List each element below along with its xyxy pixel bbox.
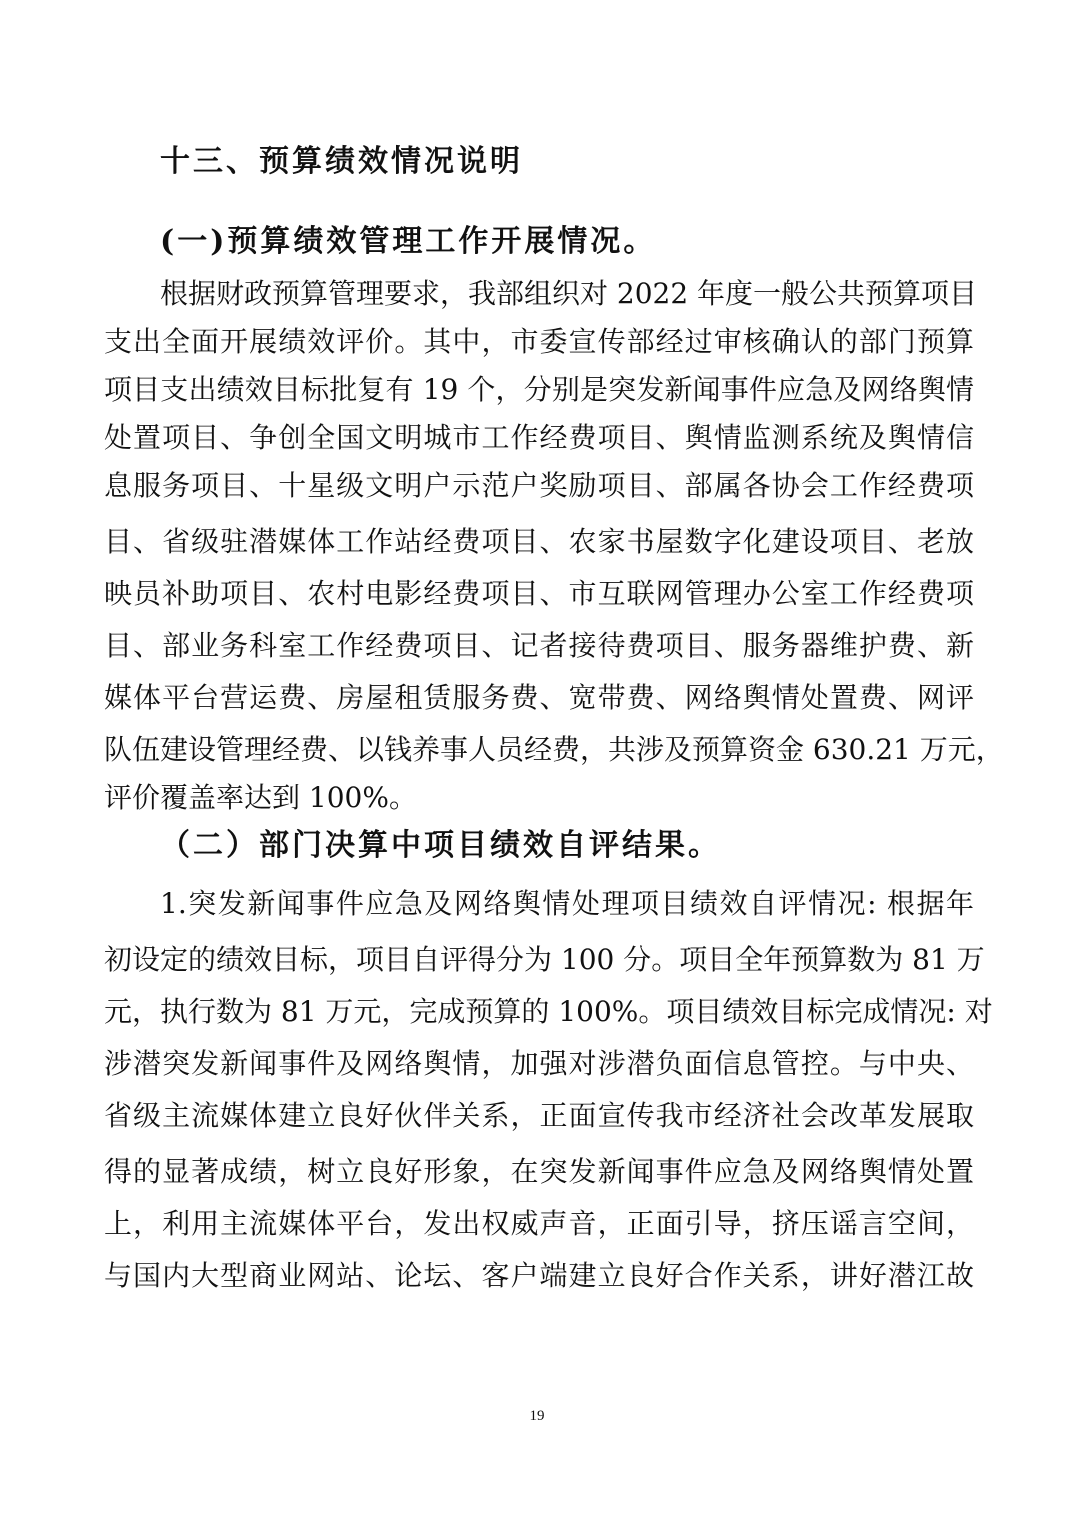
paragraph-line: 目、省级驻潜媒体工作站经费项目、农家书屋数字化建设项目、老放 (104, 525, 974, 558)
paragraph-line: 息服务项目、十星级文明户示范户奖励项目、部属各协会工作经费项 (104, 469, 974, 502)
paragraph-line: 与国内大型商业网站、论坛、客户端建立良好合作关系，讲好潜江故 (104, 1259, 974, 1292)
subsection-heading-2: （二）部门决算中项目绩效自评结果。 (160, 828, 721, 863)
paragraph-line: 元，执行数为 81 万元，完成预算的 100%。项目绩效目标完成情况: 对 (104, 995, 993, 1028)
paragraph-line: 得的显著成绩，树立良好形象，在突发新闻事件应急及网络舆情处置 (104, 1155, 974, 1188)
subsection-heading-1: (一)预算绩效管理工作开展情况。 (160, 224, 657, 259)
paragraph-line: 队伍建设管理经费、以钱养事人员经费，共涉及预算资金 630.21 万元， (104, 733, 1004, 766)
paragraph-line: 省级主流媒体建立良好伙伴关系，正面宣传我市经济社会改革发展取 (104, 1099, 974, 1132)
page-number: 19 (529, 1408, 545, 1424)
paragraph-line: 上，利用主流媒体平台，发出权威声音，正面引导，挤压谣言空间， (104, 1207, 974, 1240)
paragraph-line: 根据财政预算管理要求，我部组织对 2022 年度一般公共预算项目 (160, 277, 978, 310)
paragraph-line: 目、部业务科室工作经费项目、记者接待费项目、服务器维护费、新 (104, 629, 974, 662)
section-heading: 十三、预算绩效情况说明 (160, 144, 523, 179)
paragraph-line: 项目支出绩效目标批复有 19 个，分别是突发新闻事件应急及网络舆情 (104, 373, 974, 406)
paragraph-line: 支出全面开展绩效评价。其中，市委宣传部经过审核确认的部门预算 (104, 325, 974, 358)
paragraph-line: 初设定的绩效目标，项目自评得分为 100 分。项目全年预算数为 81 万 (104, 943, 985, 976)
paragraph-line: 处置项目、争创全国文明城市工作经费项目、舆情监测系统及舆情信 (104, 421, 974, 454)
paragraph-line: 映员补助项目、农村电影经费项目、市互联网管理办公室工作经费项 (104, 577, 974, 610)
paragraph-line: 涉潜突发新闻事件及网络舆情，加强对涉潜负面信息管控。与中央、 (104, 1047, 974, 1080)
paragraph-line: 评价覆盖率达到 100%。 (104, 781, 417, 814)
paragraph-line: 媒体平台营运费、房屋租赁服务费、宽带费、网络舆情处置费、网评 (104, 681, 974, 714)
paragraph-line: 1.突发新闻事件应急及网络舆情处理项目绩效自评情况: 根据年 (160, 887, 974, 920)
